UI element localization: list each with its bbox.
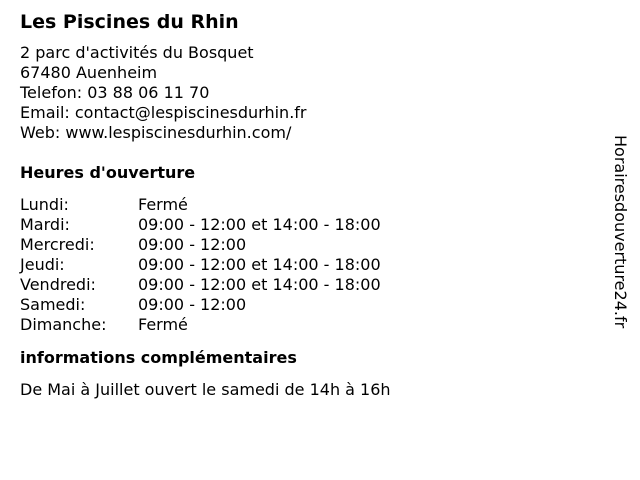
hours-row-thursday <box>20 255 600 275</box>
day-hours: 09:00 - 12:00 et 14:00 - 18:00 <box>138 255 381 274</box>
city-address: 67480 Auenheim <box>20 63 158 82</box>
day-label: Lundi: <box>20 195 69 214</box>
day-label: Vendredi: <box>20 275 96 294</box>
phone-line: Telefon: 03 88 06 11 70 <box>20 83 210 102</box>
hours-row-monday <box>20 195 600 215</box>
day-hours: 09:00 - 12:00 et 14:00 - 18:00 <box>138 215 381 234</box>
day-label: Jeudi: <box>20 255 65 274</box>
day-hours: 09:00 - 12:00 et 14:00 - 18:00 <box>138 275 381 294</box>
day-hours: Fermé <box>138 195 188 214</box>
business-name: Les Piscines du Rhin <box>20 11 239 33</box>
opening-hours-title: Heures d'ouverture <box>20 163 196 182</box>
day-label: Dimanche: <box>20 315 107 334</box>
day-hours: Fermé <box>138 315 188 334</box>
hours-row-wednesday <box>20 235 600 255</box>
day-label: Mercredi: <box>20 235 95 254</box>
hours-row-friday <box>20 275 600 295</box>
hours-row-tuesday <box>20 215 600 235</box>
hours-row-sunday <box>20 315 600 335</box>
opening-hours-table <box>20 195 600 335</box>
hours-row-saturday <box>20 295 600 315</box>
day-hours: 09:00 - 12:00 <box>138 295 247 314</box>
day-label: Mardi: <box>20 215 70 234</box>
day-hours: 09:00 - 12:00 <box>138 235 247 254</box>
additional-info-title: informations complémentaires <box>20 348 297 367</box>
site-watermark: Horairesdouverture24.fr <box>611 135 630 329</box>
additional-info-text: De Mai à Juillet ouvert le samedi de 14h à 16h <box>20 380 391 399</box>
day-label: Samedi: <box>20 295 86 314</box>
email-line: Email: contact@lespiscinesdurhin.fr <box>20 103 307 122</box>
business-card <box>20 10 600 400</box>
street-address: 2 parc d'activités du Bosquet <box>20 43 254 62</box>
contact-block <box>20 43 600 143</box>
web-line: Web: www.lespiscinesdurhin.com/ <box>20 123 292 142</box>
